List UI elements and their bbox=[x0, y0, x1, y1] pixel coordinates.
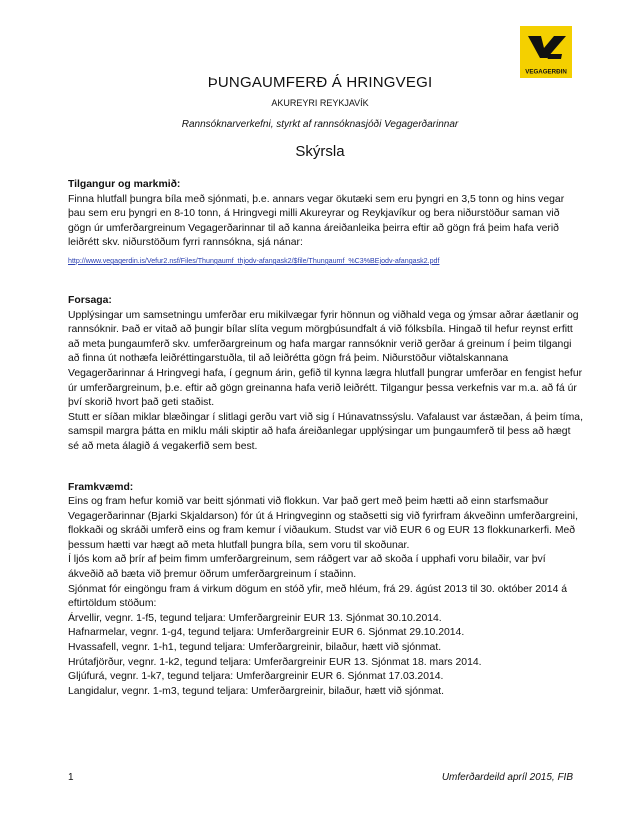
list-item: Gljúfurá, vegnr. 1-k7, tegund teljara: Umferðargreinir EUR 6. Sjónmat 17.03.2014. bbox=[68, 671, 444, 683]
list-item: Hrútafjörður, vegnr. 1-k2, tegund teljara: Umferðargreinir EUR 13. Sjónmat 18. mars 2014. bbox=[68, 656, 482, 668]
paragraph-forsaga-1: Upplýsingar um samsetningu umferðar eru mikilvægar fyrir hönnun og viðhald vega og ýmsar aðrar áætlanir og rannsóknir. Það er vitað að þungir bílar slíta vegum mörgþúsundfalt á við fólksbíla. Hingað til hefur reynst erfitt að meta þungaumferð skv. umferðargreinum og hafa margar rannsóknir verið gerðar á greinum í þeim tilgangi að finna út nothæfa leiðréttingarstuðla, til að leiðrétta gögn frá þeim. Niðurstöður viðtalskannana Vegagerðarinnar á Hringvegi hafa, í gegnum árin, gefið til kynna lægra hlutfall þungrar umferðar en fengist hefur úr umferðargreinum, þ.e. eftir að gögn greinanna hafa verið leiðrétt. Tilgangur þessa verkefnis var m.a. að fá úr því skorið hvort það geti staðist. bbox=[68, 309, 583, 409]
list-item: Hvassafell, vegnr. 1-h1, tegund teljara: Umferðargreinir, bilaður, hætt við sjónmat. bbox=[68, 642, 442, 654]
report-label: Skýrsla bbox=[295, 143, 345, 160]
paragraph-framkvaemd-3: Sjónmat fór eingöngu fram á virkum dögum en stóð yfir, með hléum, frá 29. ágúst 2013 til 30. október 2014 á eftirtöldum stöðum: bbox=[68, 583, 568, 610]
section-heading-framkvaemd: Framkvæmd: bbox=[68, 481, 134, 493]
project-line: Rannsóknarverkefni, styrkt af rannsóknasjóði Vegagerðarinnar bbox=[181, 119, 459, 130]
reference-link[interactable]: http://www.vegagerdin.is/Vefur2.nsf/Files/Thungaumf_thjodv-afangask2/$file/Thungaumf_%C3%BEjodv-afangask2.pdf bbox=[68, 256, 440, 265]
paragraph-framkvaemd-1: Eins og fram hefur komið var beitt sjónmati við flokkun. Var það gert með þeim hætti að einn starfsmaður Vegagerðarinnar (Bjarki Skjaldarson) fór út á Hringveginn og staðsetti sig við fyrirfram ákveðinn umferðargreini, flokkaði og skráði umferð eins og fram kemur í viðaukum. Studst var við EUR 6 og EUR 13 flokkunarkerfi. Með þessum hætti var hægt að meta hlutfall þungra bíla, sem voru til skoðunar. bbox=[68, 496, 578, 551]
section-heading-tilgangur: Tilgangur og markmið: bbox=[68, 179, 181, 190]
paragraph-forsaga-2: Stutt er síðan miklar blæðingar í slitlagi gerðu vart við sig í Húnavatnssýslu. Vafalaust var ástæðan, á þeim tíma, samspil margra þátta en miklu máli skiptir að hafa áreiðanlegar upplýsingar um þungaumferð til þess að hægt sé að meta álagið á vegakerfið sem best. bbox=[68, 411, 583, 452]
logo-text: VEGAGERÐIN bbox=[525, 68, 567, 76]
document-title: ÞUNGAUMFERÐ Á HRINGVEGI bbox=[207, 74, 433, 91]
section-heading-forsaga: Forsaga: bbox=[68, 294, 112, 306]
list-item: Árvellir, vegnr. 1-f5, tegund teljara: Umferðargreinir EUR 13. Sjónmat 30.10.2014. bbox=[68, 612, 442, 624]
document-body bbox=[68, 178, 583, 699]
list-item: Hafnarmelar, vegnr. 1-g4, tegund teljara: Umferðargreinir EUR 6. Sjónmat 29.10.2014. bbox=[68, 627, 465, 639]
list-item: Langidalur, vegnr. 1-m3, tegund teljara: Umferðargreinir, bilaður, hætt við sjónmat. bbox=[68, 685, 444, 697]
paragraph-tilgangur: Finna hlutfall þungra bíla með sjónmati, þ.e. annars vegar ökutæki sem eru þyngri en 3,5 tonn og hins vegar þau sem eru þyngri en 8-10 tonn, á Hringvegi milli Akureyrar og Reykjavíkur og bera niðurstöður saman við gögn úr umferðargreinum Vegagerðarinnar til að kanna áreiðanleika þeirra eftir að gögn frá þeim hafa verið leiðrétt skv. niðurstöðum fyrri rannsókna, sjá nánar: bbox=[68, 193, 565, 249]
footer-department: Umferðardeild apríl 2015, FIB bbox=[441, 772, 573, 783]
paragraph-framkvaemd-2: Í ljós kom að þrír af þeim fimm umferðargreinum, sem ráðgert var að skoða í upphafi voru bilaðir, var því ákveðið að bæta við þremur öðrum umferðargreinum í staðinn. bbox=[68, 554, 546, 581]
document-subtitle: AKUREYRI REYKJAVÍK bbox=[271, 98, 369, 108]
page-number: 1 bbox=[68, 772, 74, 783]
vegagerdin-logo bbox=[520, 26, 572, 78]
